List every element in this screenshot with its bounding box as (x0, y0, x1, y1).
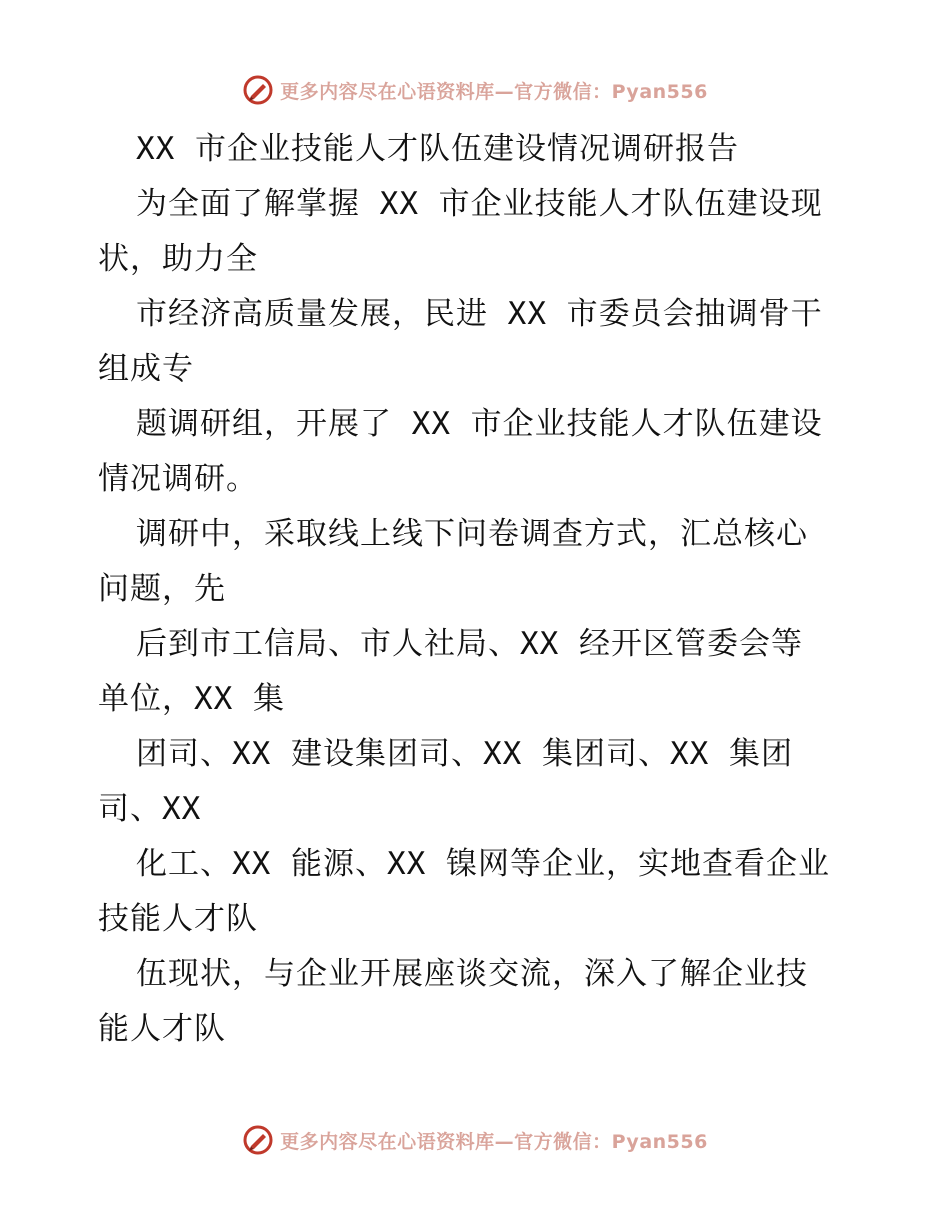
paragraph-line: 后到市工信局、市人社局、XX 经开区管委会等 (136, 626, 803, 662)
header-banner-text: 更多内容尽在心语资料库—官方微信：Pyan556 (280, 80, 708, 103)
document-body (98, 122, 858, 1057)
paragraph-line: 化工、XX 能源、XX 镍网等企业，实地查看企业 (136, 846, 830, 882)
paragraph-line: 团司、XX 建设集团司、XX 集团司、XX 集团 (136, 736, 793, 772)
paragraph-line: 情况调研。 (98, 461, 258, 497)
pen-logo-icon (242, 74, 274, 106)
paragraph-line: 单位，XX 集 (98, 681, 285, 717)
footer-banner (0, 1122, 950, 1158)
pen-logo-icon (242, 1124, 274, 1156)
paragraph-line: 题调研组，开展了 XX 市企业技能人才队伍建设 (136, 406, 823, 442)
paragraph-line: 技能人才队 (98, 901, 258, 937)
footer-banner-text: 更多内容尽在心语资料库—官方微信：Pyan556 (280, 1130, 708, 1153)
paragraph-line: 伍现状，与企业开展座谈交流，深入了解企业技 (136, 956, 808, 992)
paragraph-line: 组成专 (98, 351, 194, 387)
paragraph-line: 司、XX (98, 791, 202, 827)
paragraph-line: 问题，先 (98, 571, 226, 607)
document-title: XX 市企业技能人才队伍建设情况调研报告 (136, 131, 739, 167)
paragraph-line: 状，助力全 (98, 241, 258, 277)
paragraph-line: 能人才队 (98, 1011, 226, 1047)
header-banner (0, 72, 950, 108)
paragraph-line: 市经济高质量发展，民进 XX 市委员会抽调骨干 (136, 296, 823, 332)
paragraph-line: 调研中，采取线上线下问卷调查方式，汇总核心 (136, 516, 808, 552)
paragraph-line: 为全面了解掌握 XX 市企业技能人才队伍建设现 (136, 186, 823, 222)
